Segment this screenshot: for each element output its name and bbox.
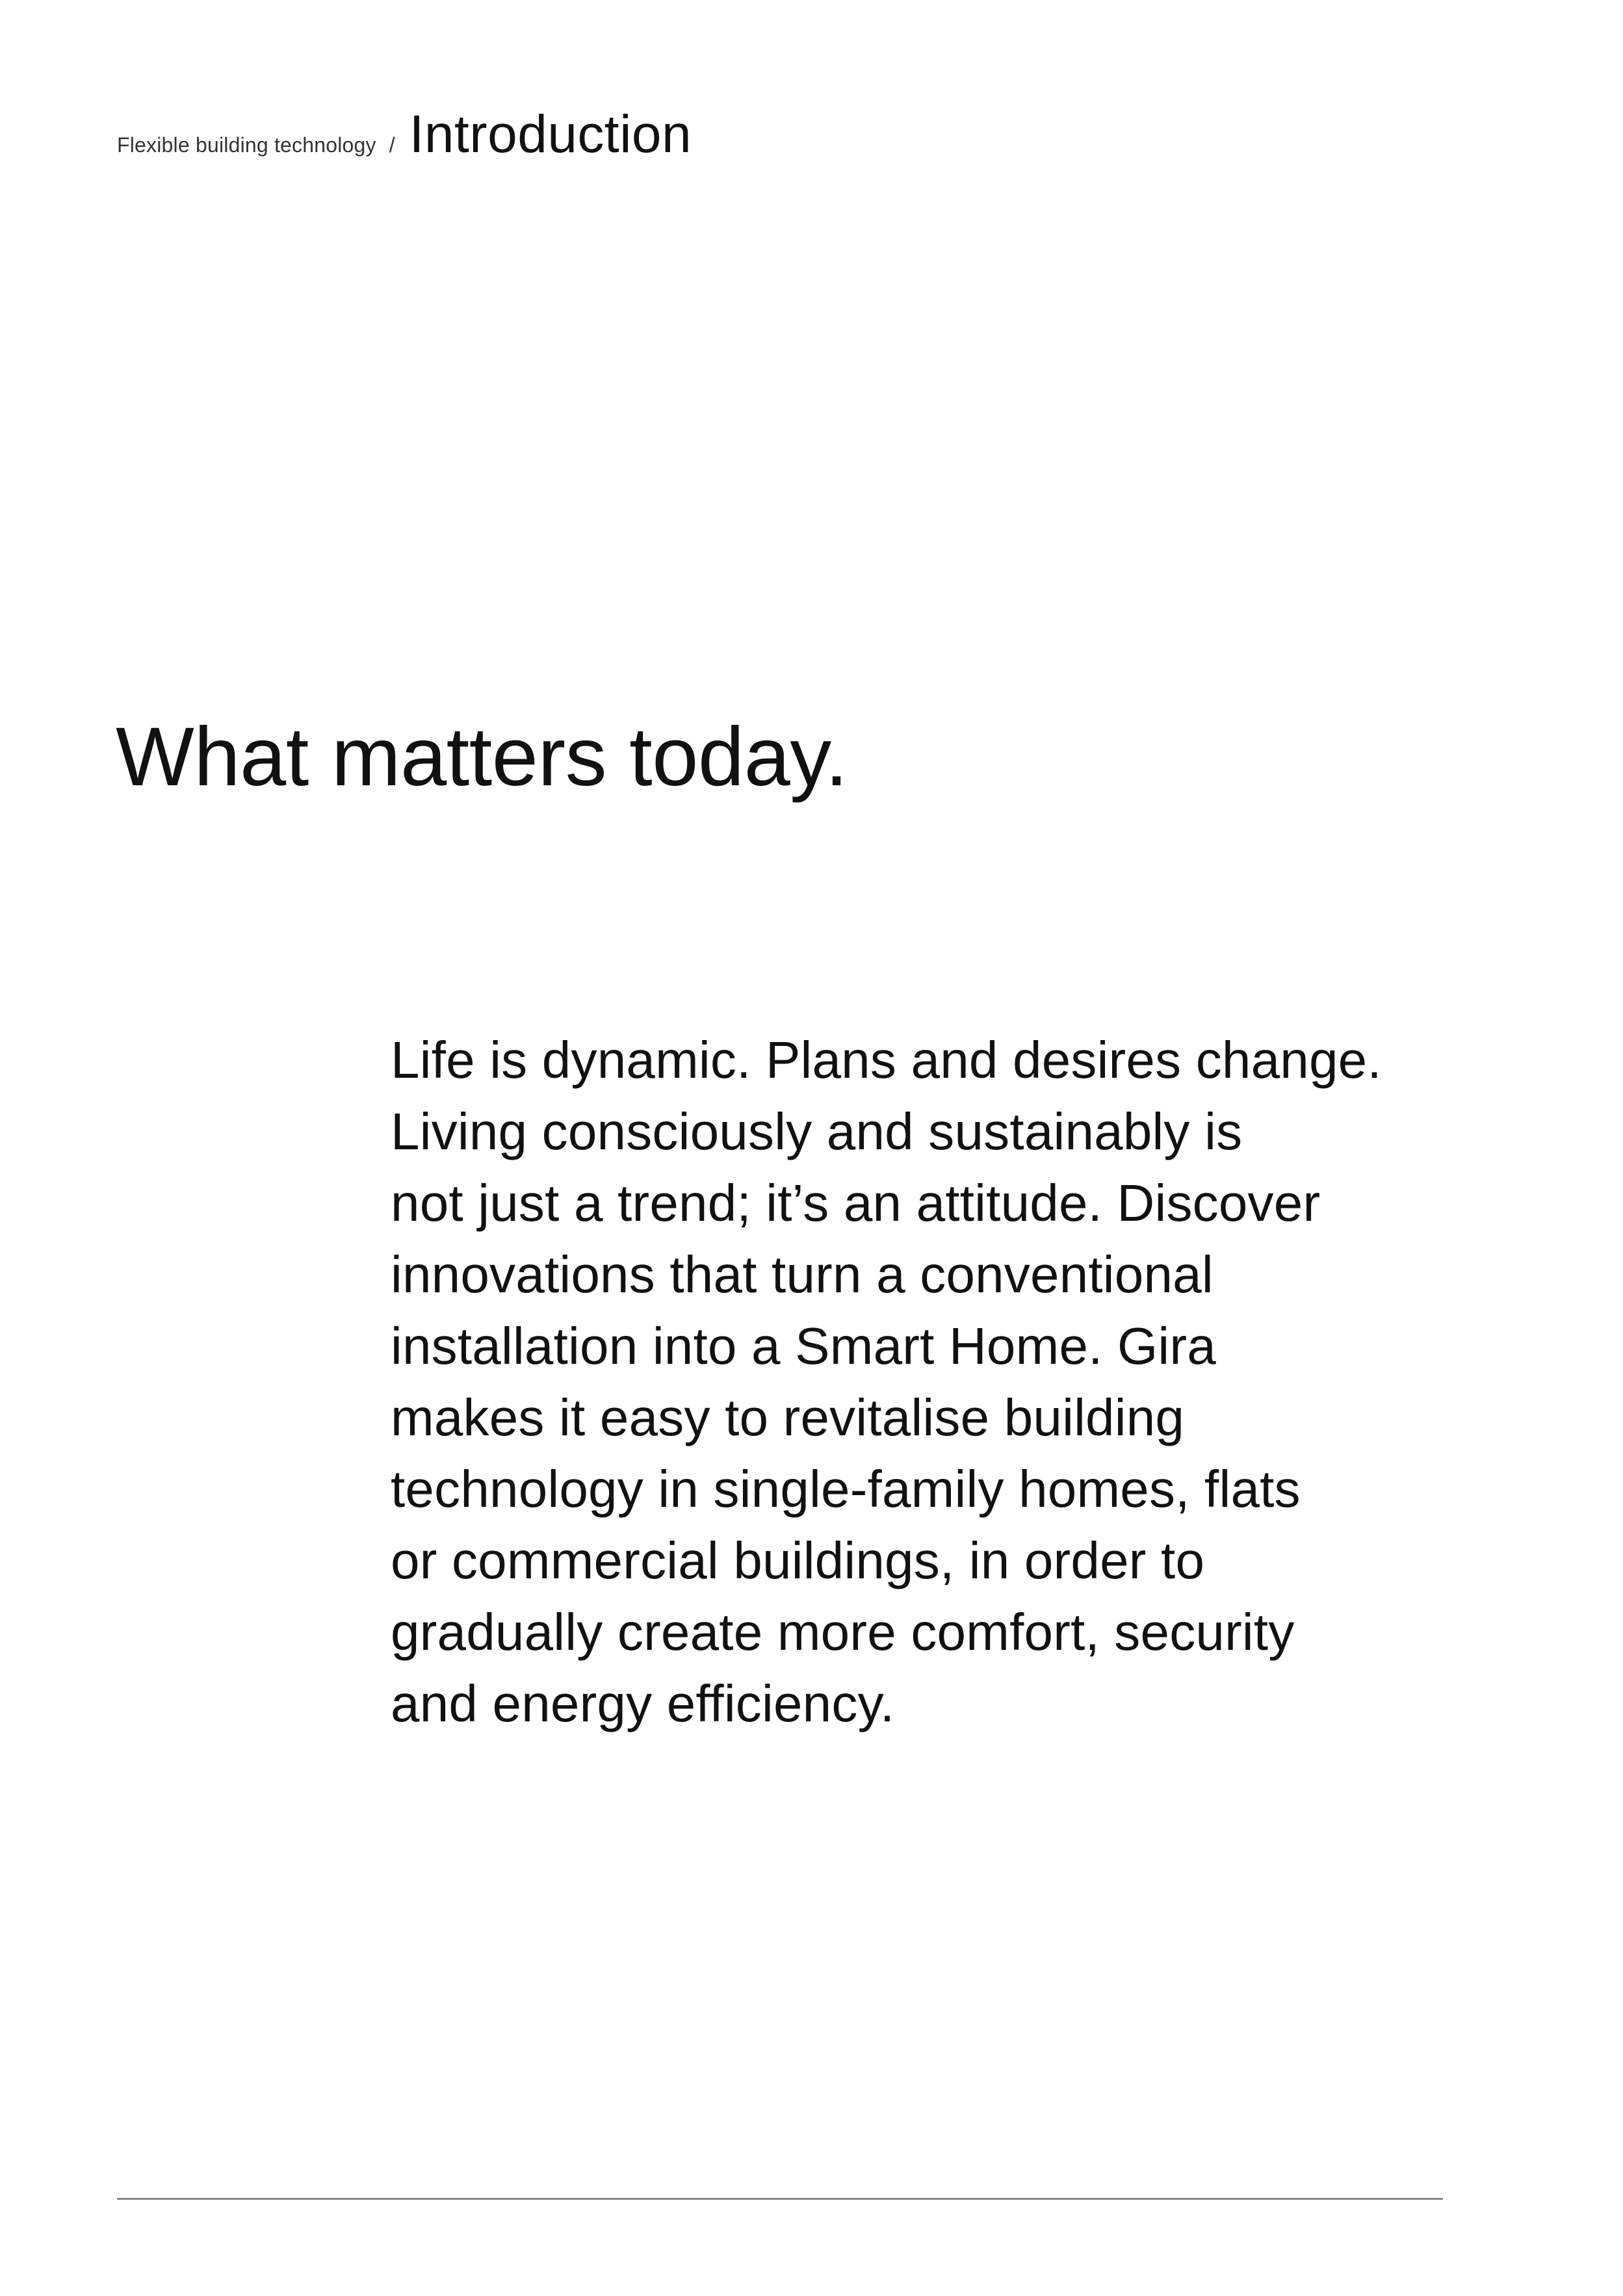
body-line: makes it easy to revitalise building [391, 1389, 1185, 1446]
breadcrumb-parent: Flexible building technology [117, 133, 376, 157]
body-line: innovations that turn a conventional [391, 1246, 1214, 1303]
footer-divider [117, 2198, 1443, 2200]
body-line: and energy efficiency. [391, 1675, 895, 1732]
breadcrumb [117, 104, 692, 182]
body-line: not just a trend; it’s an attitude. Discover [391, 1174, 1321, 1232]
body-line: installation into a Smart Home. Gira [391, 1317, 1216, 1375]
breadcrumb-separator: / [389, 133, 395, 157]
page-headline: What matters today. [116, 711, 848, 803]
body-line: Life is dynamic. Plans and desires change. [391, 1031, 1382, 1089]
body-line: or commercial buildings, in order to [391, 1532, 1205, 1589]
body-line: gradually create more comfort, security [391, 1603, 1295, 1661]
body-line: technology in single-family homes, flats [391, 1460, 1301, 1518]
body-paragraph [391, 1024, 1457, 1740]
body-line: Living consciously and sustainably is [391, 1102, 1243, 1160]
breadcrumb-current-section: Introduction [409, 105, 692, 164]
